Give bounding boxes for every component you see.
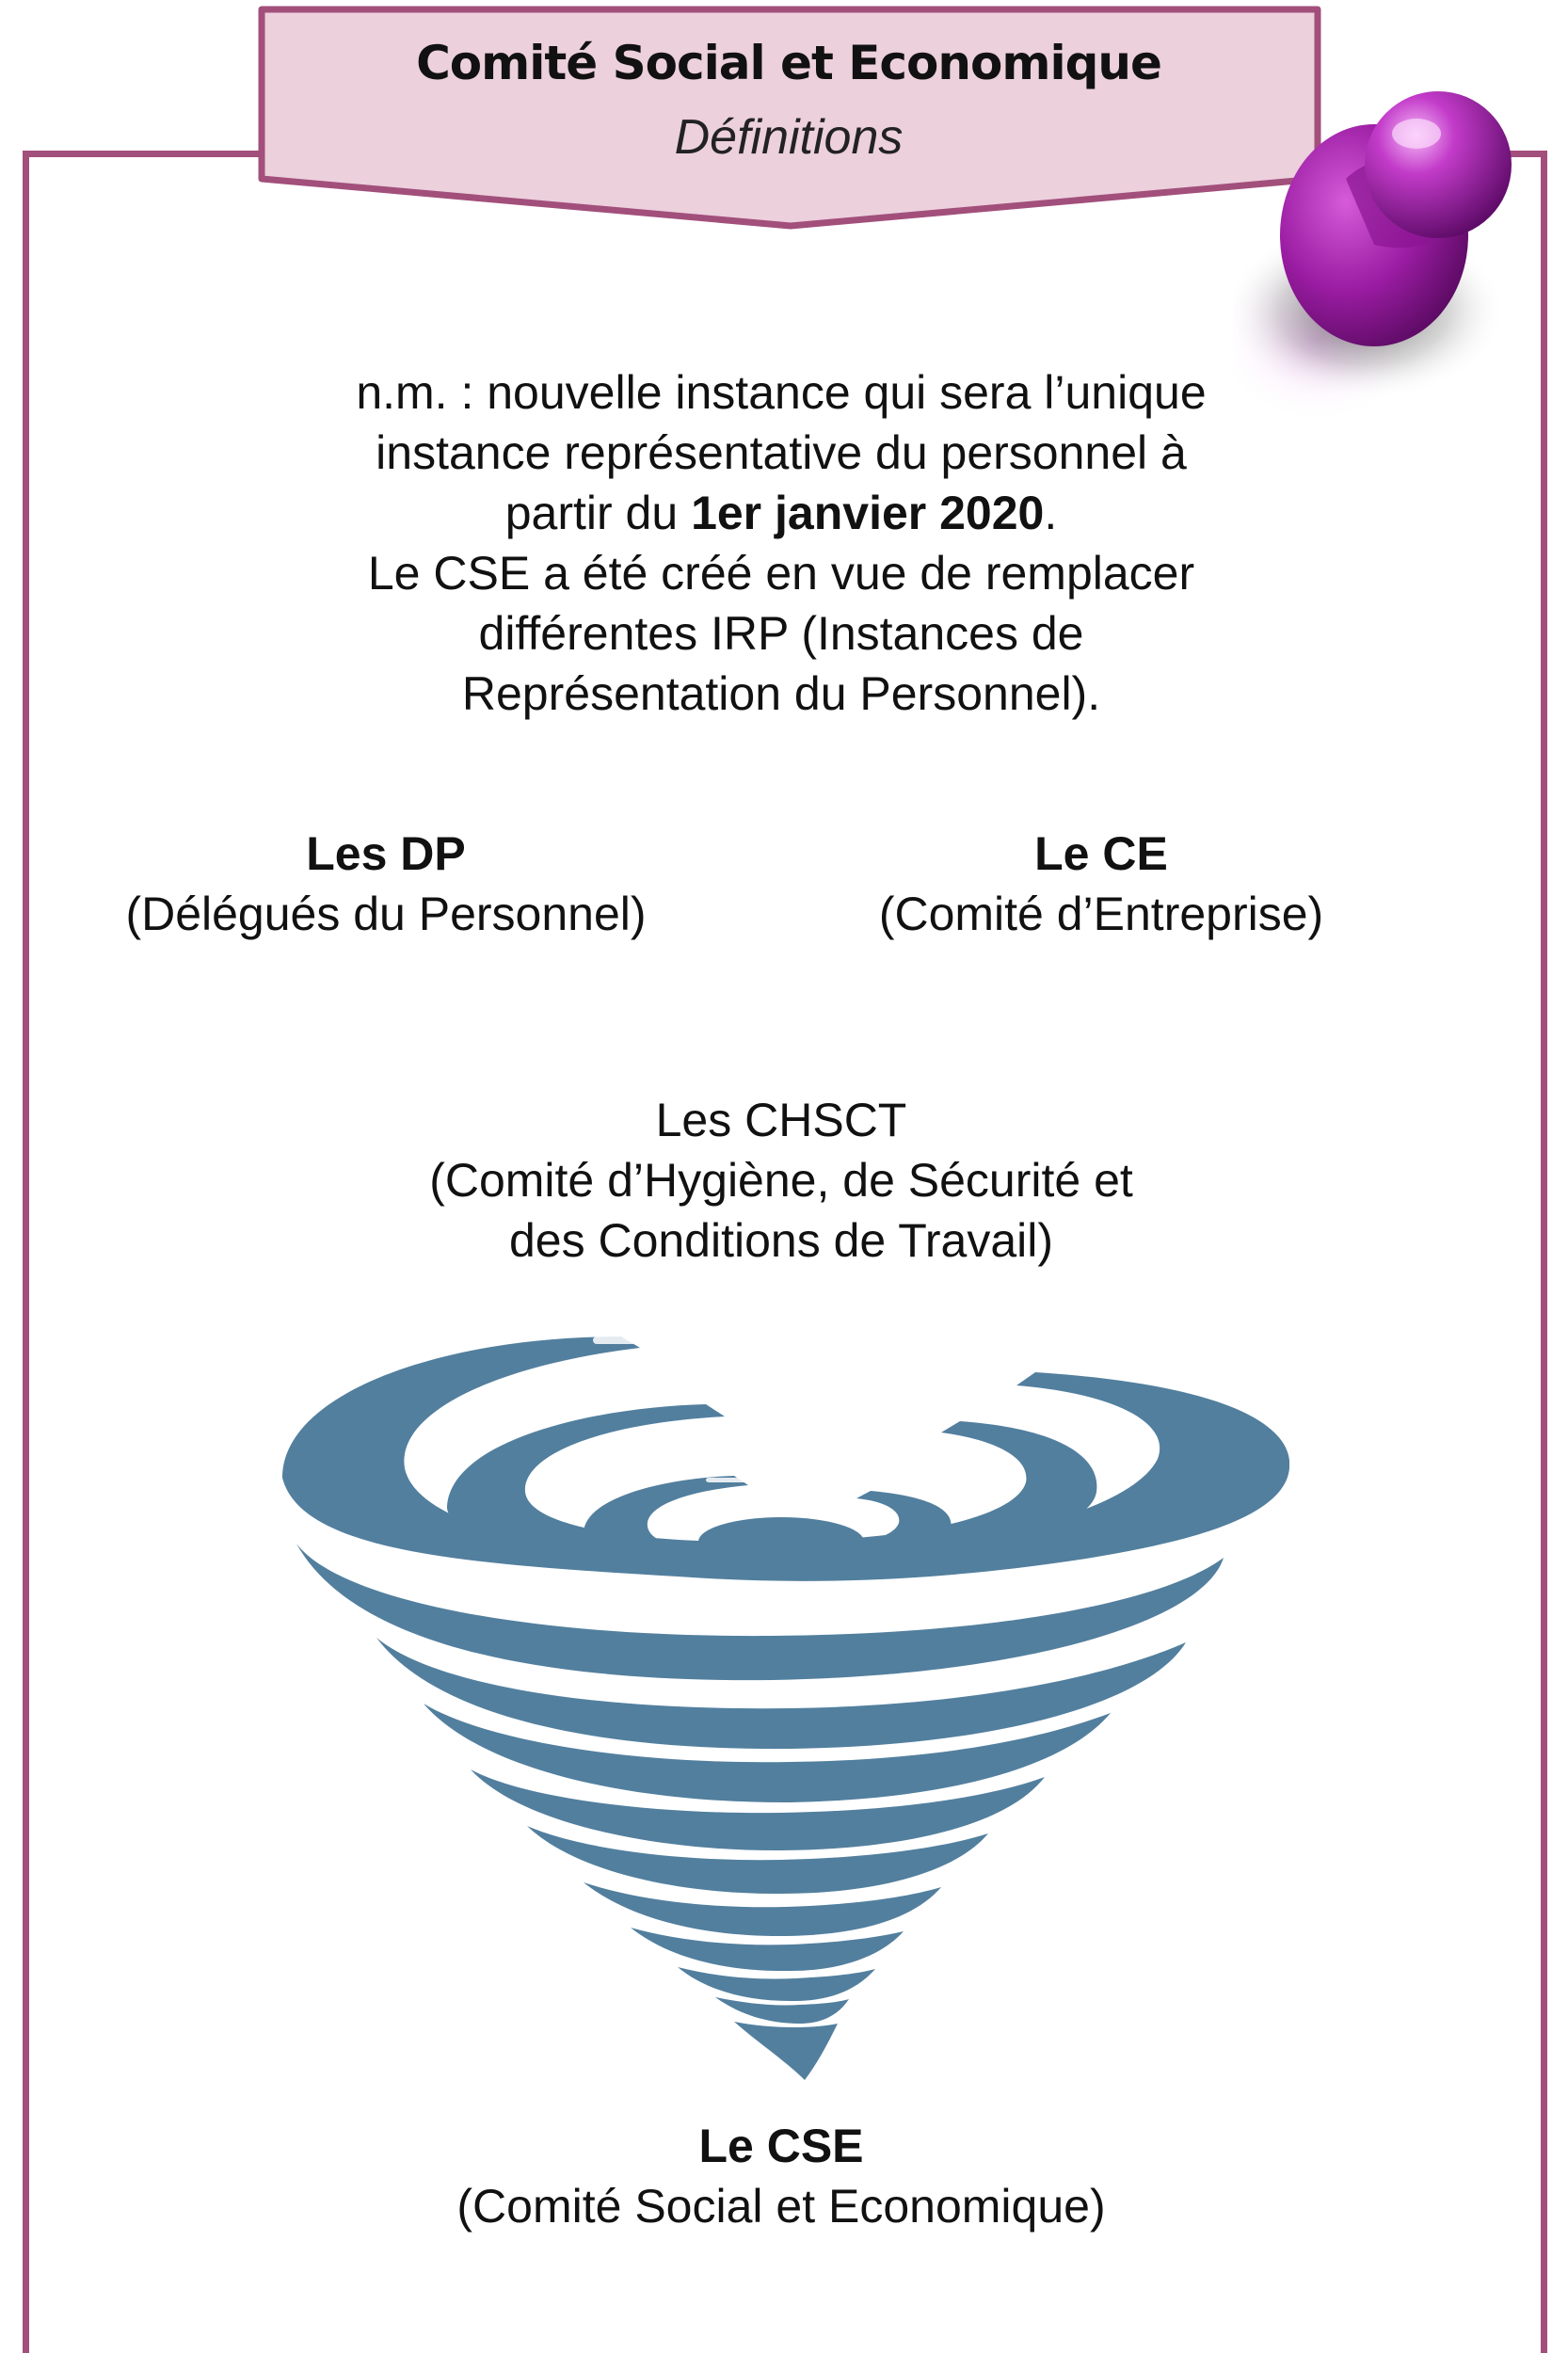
- definition-line: n.m. : nouvelle instance qui sera l’unique: [356, 366, 1207, 419]
- instance-ce-title: Le CE: [1034, 827, 1168, 880]
- definition-line: Représentation du Personnel).: [461, 667, 1101, 720]
- definition-line: Le CSE a été créé en vue de remplacer: [367, 547, 1195, 600]
- definition-date: 1er janvier 2020: [691, 487, 1045, 539]
- tornado-icon: [282, 1318, 1289, 2099]
- result-cse-desc: (Comité Social et Economique): [456, 2180, 1106, 2233]
- instance-chsct-desc: des Conditions de Travail): [508, 1214, 1054, 1267]
- definition-line: différentes IRP (Instances de: [478, 607, 1084, 660]
- result-cse-title: Le CSE: [698, 2120, 864, 2172]
- instance-chsct-title: Les CHSCT: [655, 1094, 907, 1146]
- instance-dp-title: Les DP: [306, 827, 466, 880]
- header-subtitle: Définitions: [674, 110, 904, 165]
- instance-ce-desc: (Comité d’Entreprise): [878, 888, 1324, 940]
- definition-line-end: .: [1044, 487, 1058, 539]
- definition-line: [264, 483, 1299, 543]
- definition-line-start: partir du: [504, 487, 692, 539]
- header-title: Comité Social et Economique: [416, 36, 1161, 90]
- result-cse: [358, 2116, 1205, 2236]
- instance-dp-desc: (Délégués du Personnel): [125, 888, 647, 940]
- instance-ce: [828, 824, 1374, 944]
- header: [262, 0, 1316, 166]
- instance-dp: [85, 824, 687, 944]
- definition-text: [264, 362, 1299, 724]
- instance-chsct: [358, 1090, 1205, 1271]
- instance-chsct-desc: (Comité d’Hygiène, de Sécurité et: [429, 1154, 1133, 1207]
- definition-line: instance représentative du personnel à: [376, 426, 1187, 479]
